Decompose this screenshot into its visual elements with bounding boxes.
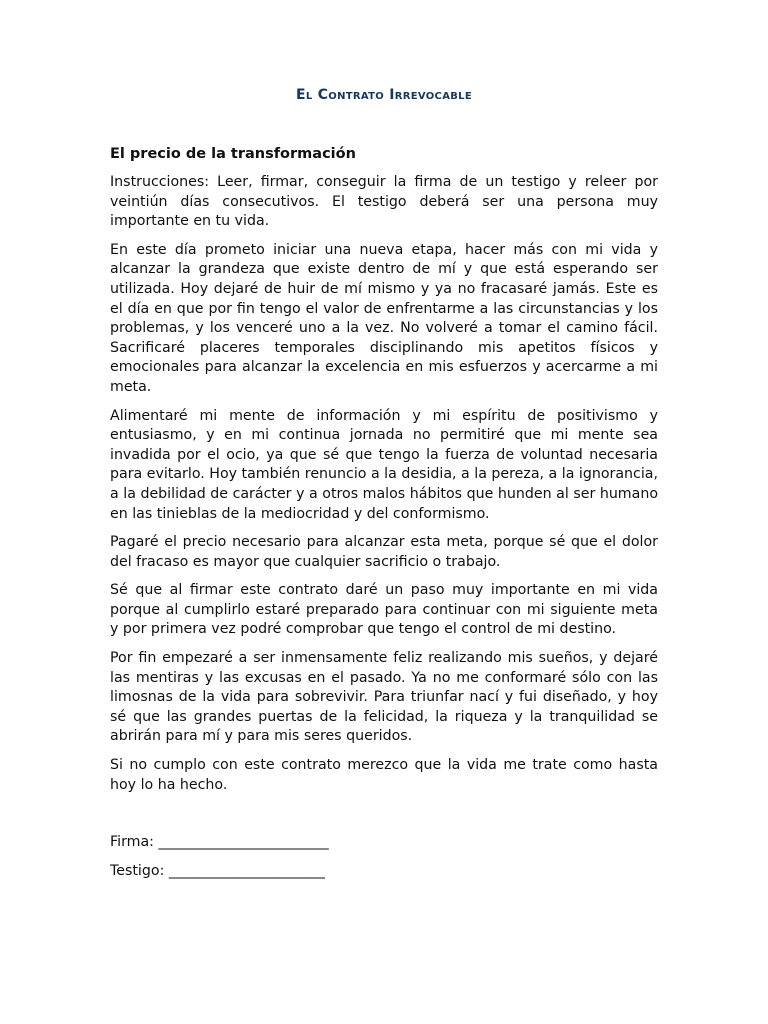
paragraph-contract: Sé que al firmar este contrato daré un paso muy importante en mi vida porque al cumplirlo estaré preparado para continuar con mi siguiente meta y por primera vez podré comprobar que tengo el control de mi destino.	[110, 582, 658, 638]
paragraph-promise: En este día prometo iniciar una nueva etapa, hacer más con mi vida y alcanzar la grandeza que existe dentro de mí y que está esperando ser utilizada. Hoy dejaré de huir de mí mismo y ya no fracasaré jamás. Este es el día en que por fin tengo el valor de enfrentarme a las circunstancias y los problemas, y los venceré uno a la vez. No volveré a tomar el camino fácil. Sacrificaré placeres temporales disciplinando mis apetitos físicos y emocionales para alcanzar la excelencia en mis esfuerzos y acercarme a mi meta.	[110, 241, 658, 395]
paragraph-mind: Alimentaré mi mente de información y mi espíritu de positivismo y entusiasmo, y en mi continua jornada no permitiré que mi mente sea invadida por el ocio, ya que sé que tengo la fuerza de voluntad necesaria para evitarlo. Hoy también renuncio a la desidia, a la pereza, a la ignorancia, a la debilidad de carácter y a otros malos hábitos que hunden al ser humano en las tinieblas de la mediocridad y del conformismo.	[110, 407, 658, 522]
paragraph-price: Pagaré el precio necesario para alcanzar esta meta, porque sé que el dolor del fracaso es mayor que cualquier sacrificio o trabajo.	[110, 534, 658, 570]
signature-line: Firma: ________________________	[110, 834, 329, 851]
paragraph-penalty: Si no cumplo con este contrato merezco que la vida me trate como hasta hoy lo ha hecho.	[110, 757, 658, 793]
paragraph-happiness: Por fin empezaré a ser inmensamente feliz realizando mis sueños, y dejaré las mentiras y las excusas en el pasado. Ya no me conformaré sólo con las limosnas de la vida para sobrevivir. Para triunfar nací y fui diseñado, y hoy sé que las grandes puertas de la felicidad, la riqueza y la tranquilidad se abrirán para mí y para mis seres queridos.	[110, 650, 658, 745]
document-title: El Contrato Irrevocable	[296, 87, 472, 103]
document-page	[110, 84, 658, 890]
paragraph-instructions: Instrucciones: Leer, firmar, conseguir la firma de un testigo y releer por veintiún días consecutivos. El testigo deberá ser una persona muy importante en tu vida.	[110, 174, 658, 230]
witness-line: Testigo: ______________________	[110, 862, 325, 879]
section-heading: El precio de la transformación	[110, 146, 356, 162]
signature-block	[110, 833, 658, 881]
